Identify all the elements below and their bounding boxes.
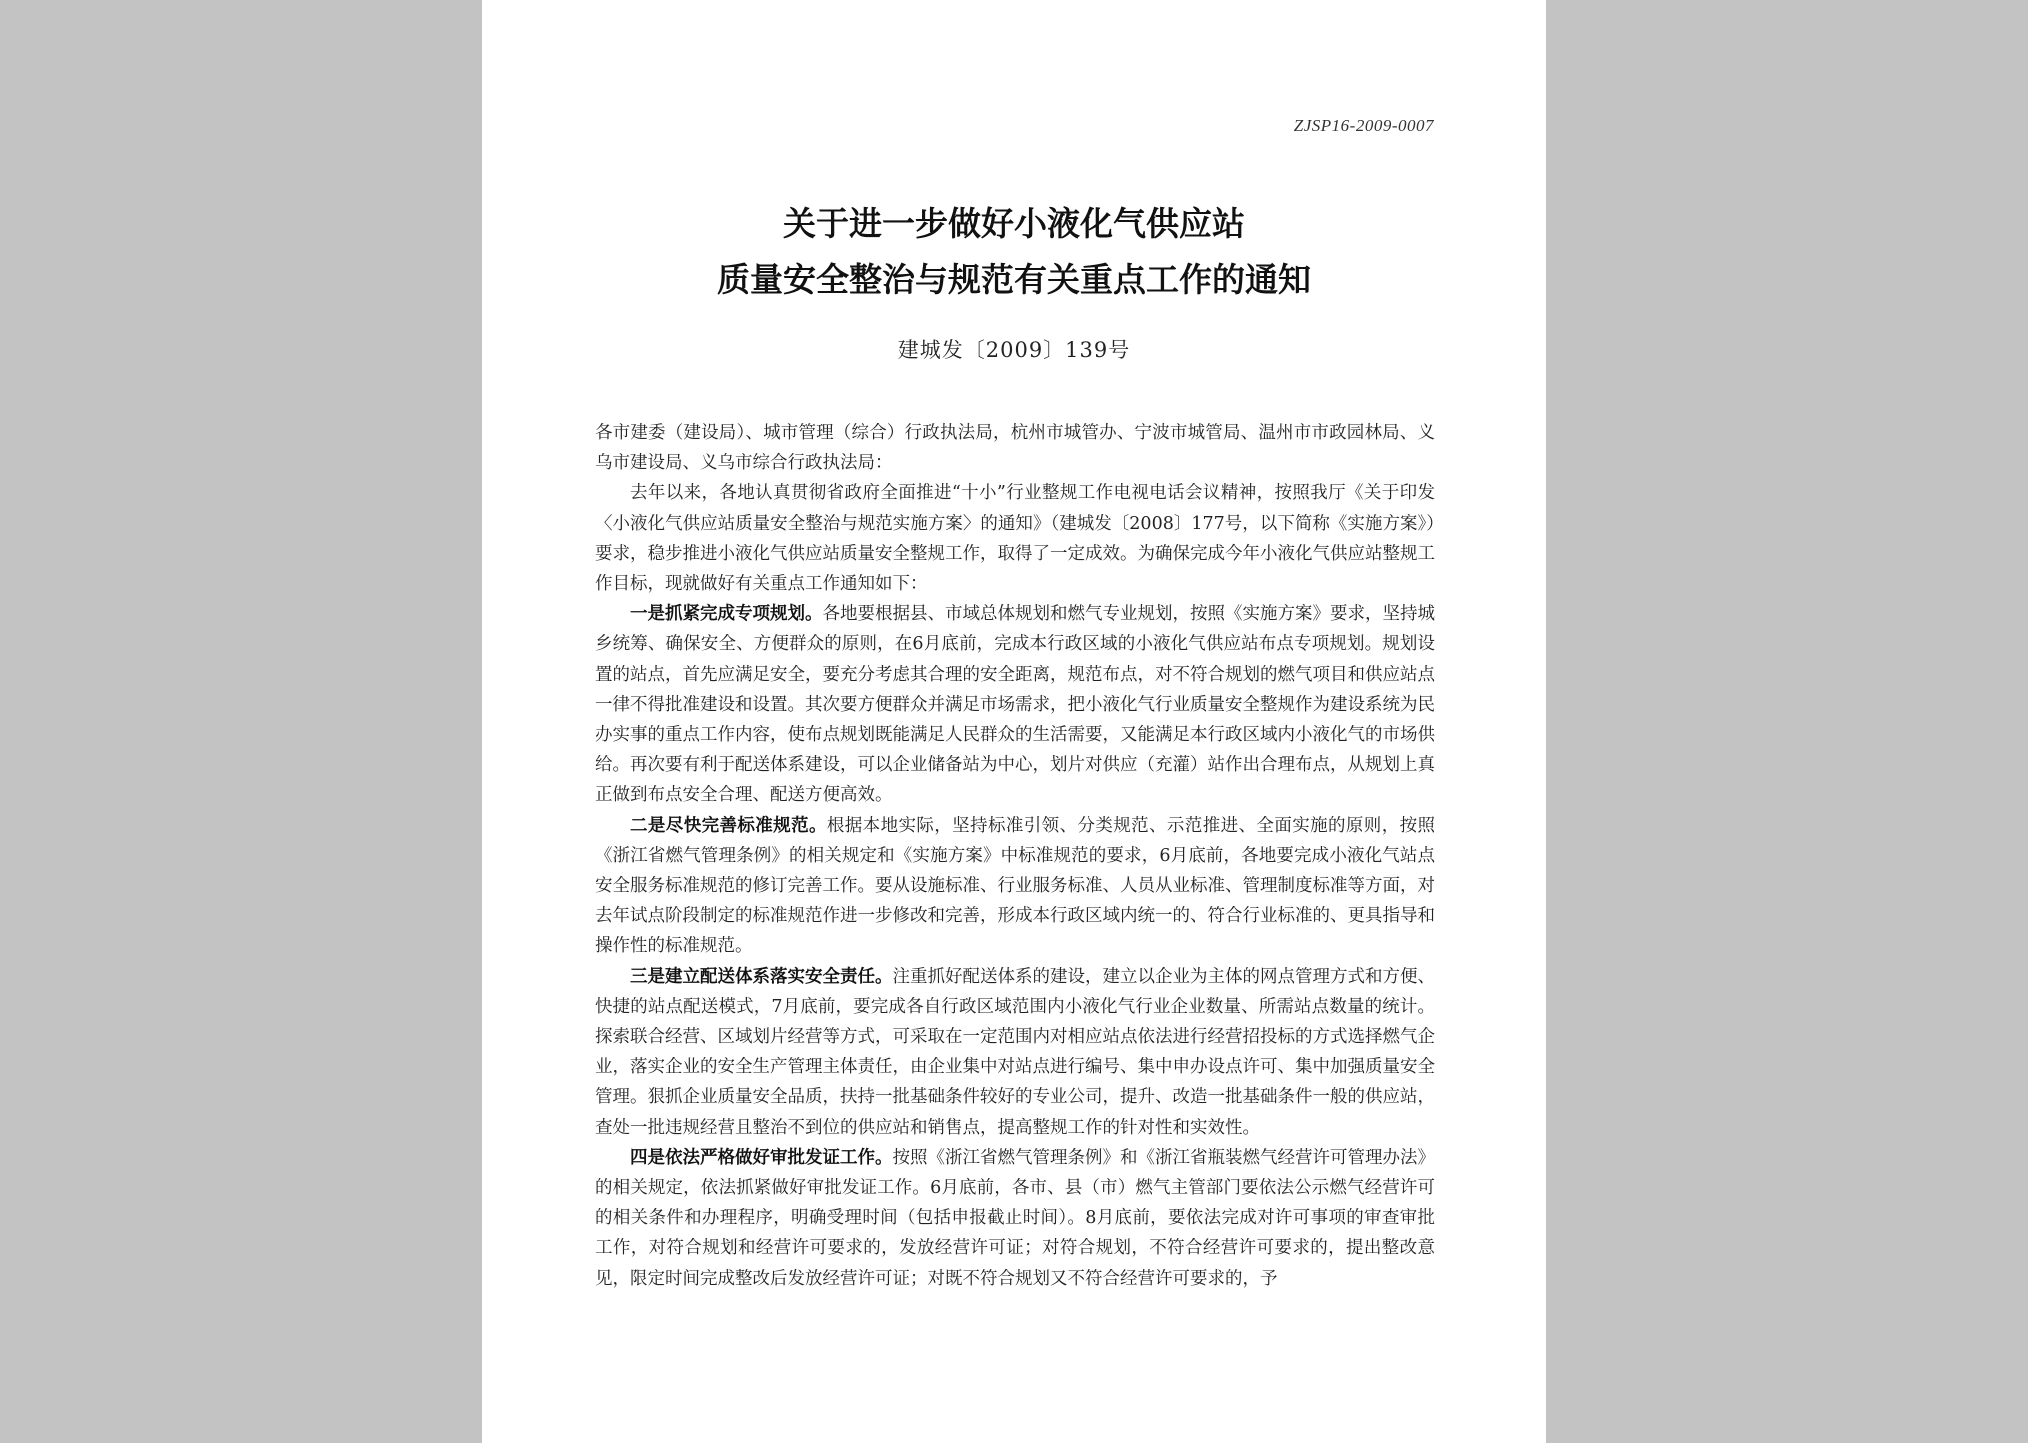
section-paragraph [595, 599, 1435, 810]
section-paragraph [595, 962, 1435, 1143]
section-text: 各地要根据县、市域总体规划和燃气专业规划，按照《实施方案》要求，坚持城乡统筹、确保安全、方便群众的原则，在6月底前，完成本行政区域的小液化气供应站布点专项规划。规划设置的站点，首先应满足安全，要充分考虑其合理的安全距离，规范布点，对不符合规划的燃气项目和供应站点一律不得批准建设和设置。其次要方便群众并满足市场需求，把小液化气行业质量安全整规作为建设系统为民办实事的重点工作内容，使布点规划既能满足人民群众的生活需要，又能满足本行政区域内小液化气的市场供给。再次要有利于配送体系建设，可以企业储备站为中心，划片对供应（充灌）站作出合理布点，从规划上真正做到布点安全合理、配送方便高效。 [595, 604, 1435, 806]
section-heading: 一是抓紧完成专项规划。 [630, 604, 823, 625]
document-code: ZJSP16-2009-0007 [1293, 116, 1434, 135]
title-line-2: 质量安全整治与规范有关重点工作的通知 [717, 260, 1311, 299]
intro-paragraph: 去年以来，各地认真贯彻省政府全面推进“十小”行业整规工作电视电话会议精神，按照我厅《关于印发〈小液化气供应站质量安全整治与规范实施方案〉的通知》（建城发〔2008〕177号，以下简称《实施方案》）要求，稳步推进小液化气供应站质量安全整规工作，取得了一定成效。为确保完成今年小液化气供应站整规工作目标，现就做好有关重点工作通知如下： [595, 483, 1435, 595]
section-text: 注重抓好配送体系的建设，建立以企业为主体的网点管理方式和方便、快捷的站点配送模式，7月底前，要完成各自行政区域范围内小液化气行业企业数量、所需站点数量的统计。探索联合经营、区域划片经营等方式，可采取在一定范围内对相应站点依法进行经营招投标的方式选择燃气企业，落实企业的安全生产管理主体责任，由企业集中对站点进行编号、集中申办设点许可、集中加强质量安全管理。狠抓企业质量安全品质，扶持一批基础条件较好的专业公司，提升、改造一批基础条件一般的供应站，查处一批违规经营且整治不到位的供应站和销售点，提高整规工作的针对性和实效性。 [595, 966, 1435, 1138]
document-page [482, 0, 1546, 1443]
section-heading: 四是依法严格做好审批发证工作。 [630, 1147, 893, 1168]
section-text: 根据本地实际，坚持标准引领、分类规范、示范推进、全面实施的原则，按照《浙江省燃气管理条例》的相关规定和《实施方案》中标准规范的要求，6月底前，各地要完成小液化气站点安全服务标准规范的修订完善工作。要从设施标准、行业服务标准、人员从业标准、管理制度标准等方面，对去年试点阶段制定的标准规范作进一步修改和完善，形成本行政区域内统一的、符合行业标准的、更具指导和操作性的标准规范。 [595, 815, 1435, 957]
addressee-paragraph: 各市建委（建设局）、城市管理（综合）行政执法局，杭州市城管办、宁波市城管局、温州市市政园林局、义乌市建设局、义乌市综合行政执法局： [595, 423, 1435, 474]
section-paragraph [595, 1143, 1435, 1294]
document-number: 建城发〔2009〕139号 [897, 338, 1131, 362]
document-body [595, 418, 1435, 1294]
document-title [482, 196, 1546, 308]
section-paragraph [595, 811, 1435, 962]
section-text: 按照《浙江省燃气管理条例》和《浙江省瓶装燃气经营许可管理办法》的相关规定，依法抓紧做好审批发证工作。6月底前，各市、县（市）燃气主管部门要依法公示燃气经营许可的相关条件和办理程序，明确受理时间（包括申报截止时间）。8月底前，要依法完成对许可事项的审查审批工作，对符合规划和经营许可要求的，发放经营许可证；对符合规划，不符合经营许可要求的，提出整改意见，限定时间完成整改后发放经营许可证；对既不符合规划又不符合经营许可要求的，予 [595, 1147, 1435, 1289]
section-heading: 三是建立配送体系落实安全责任。 [630, 966, 893, 987]
section-heading: 二是尽快完善标准规范。 [630, 815, 827, 836]
title-line-1: 关于进一步做好小液化气供应站 [783, 204, 1245, 243]
